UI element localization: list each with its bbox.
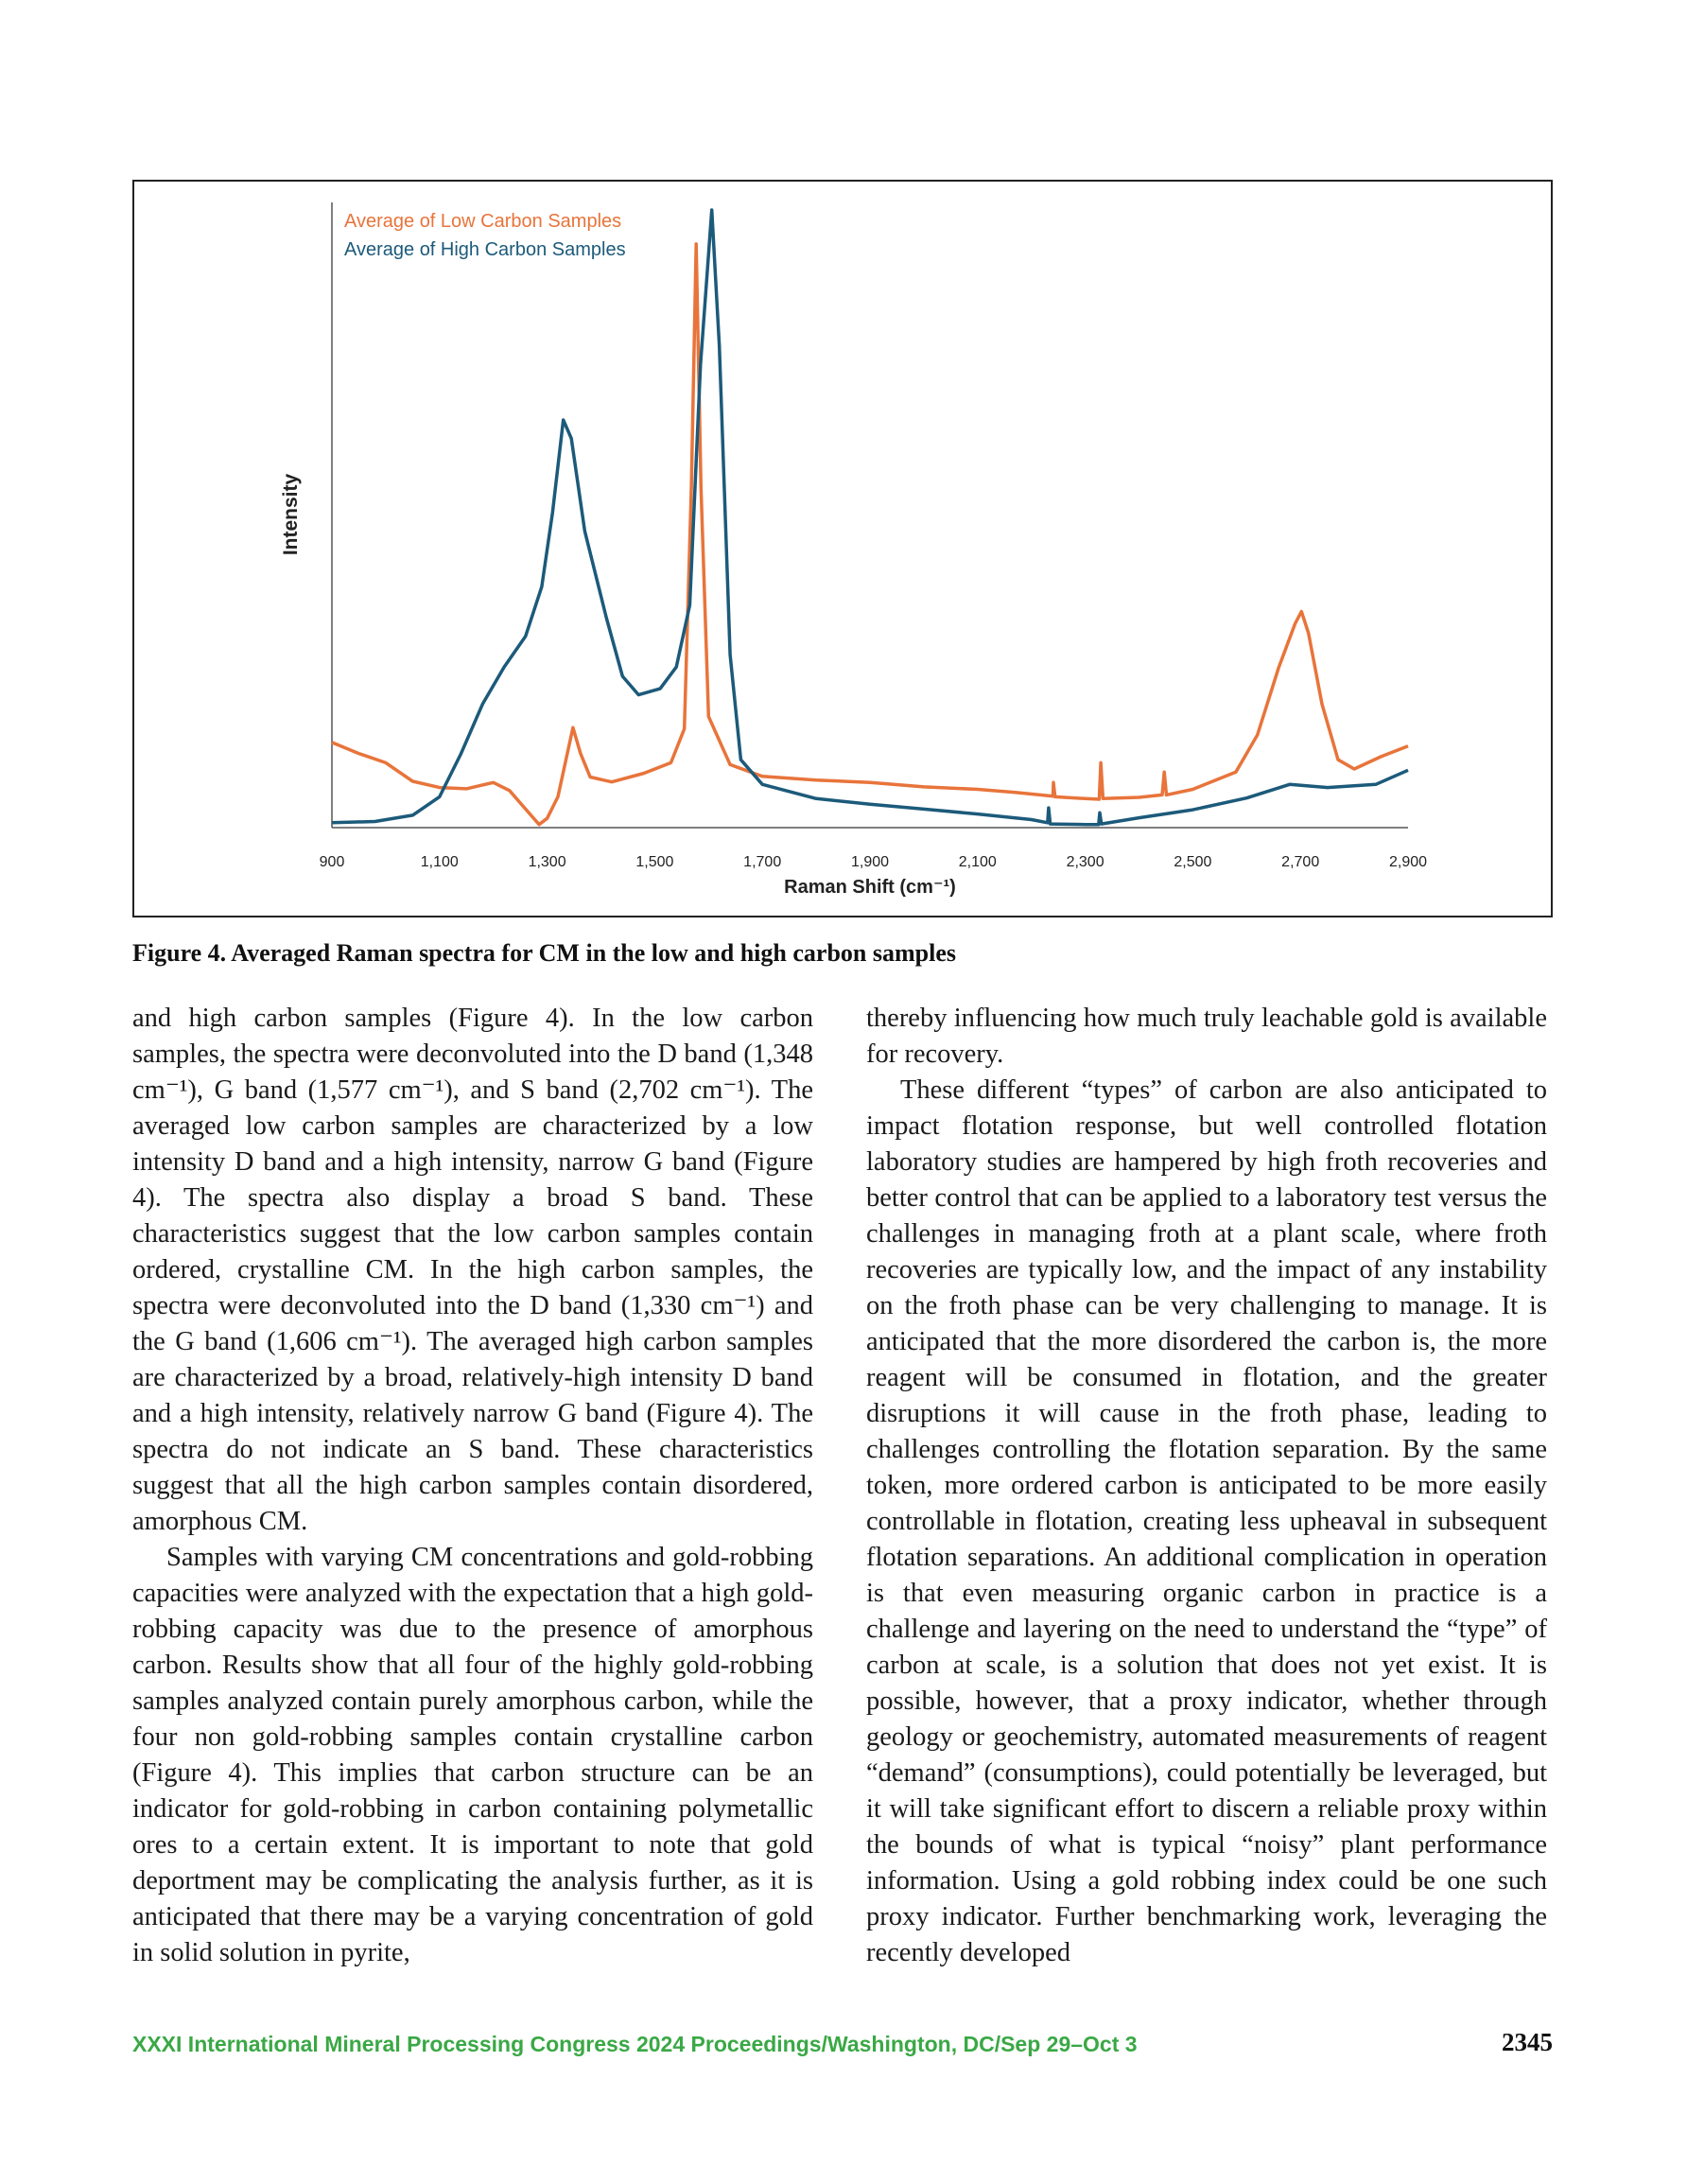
conference-footer: XXXI International Mineral Processing Congress 2024 Proceedings/Washington, DC/Sep 29–Oct 3: [132, 2032, 1138, 2056]
high-carbon-series-line: [332, 210, 1408, 825]
legend-entry: Average of Low Carbon Samples: [344, 211, 622, 232]
raman-spectra-chart: [134, 182, 1551, 916]
x-tick-label: 2,300: [1066, 854, 1104, 870]
x-tick-label: 2,900: [1388, 854, 1428, 870]
legend: [344, 211, 626, 260]
x-tick-label: 1,300: [528, 854, 566, 870]
x-ticks: [320, 854, 1427, 870]
left-column: [132, 1001, 813, 1971]
x-tick-label: 1,100: [420, 854, 459, 870]
figure-caption: Figure 4. Averaged Raman spectra for CM in the low and high carbon samples: [132, 939, 956, 967]
y-axis-label: Intensity: [280, 473, 302, 556]
page-number: 2345: [1502, 2028, 1553, 2056]
x-tick-label: 1,900: [850, 854, 890, 870]
x-axis-label: Raman Shift (cm⁻¹): [784, 877, 956, 898]
x-tick-label: 1,700: [743, 854, 782, 870]
paragraph: and high carbon samples (Figure 4). In the low carbon samples, the spectra were deconvoluted into the D band (1,348 cm⁻¹), G band (1,577 cm⁻¹), and S band (2,702 cm⁻¹). The averaged low carbon samples are characterized by a low intensity D band and a high intensity, narrow G band (Figure 4). The spectra also display a broad S band. These characteristics suggest that the low carbon samples contain ordered, crystalline CM. In the high carbon samples, the spectra were deconvoluted into the D band (1,330 cm⁻¹) and the G band (1,606 cm⁻¹). The averaged high carbon samples are characterized by a broad, relatively-high intensity D band and a high intensity, relatively narrow G band (Figure 4). The spectra do not indicate an S band. These characteristics suggest that all the high carbon samples contain disordered, amorphous CM.: [132, 1004, 813, 1536]
x-tick-label: 2,100: [958, 854, 997, 870]
series-lines: [332, 210, 1408, 825]
x-tick-label: 2,700: [1281, 854, 1320, 870]
figure-4: [132, 180, 1553, 917]
right-column: [866, 1001, 1547, 1971]
paragraph: Samples with varying CM concentrations and gold-robbing capacities were analyzed with the expectation that a high gold-robbing capacity was due to the presence of amorphous carbon. Results show that all four of the highly gold-robbing samples analyzed contain purely amorphous carbon, while the four non gold-robbing samples contain crystalline carbon (Figure 4). This implies that carbon structure can be an indicator for gold-robbing in carbon containing polymetallic ores to a certain extent. It is important to note that gold deportment may be complicating the analysis further, as it is anticipated that there may be a varying concentration of gold in solid solution in pyrite,: [132, 1543, 813, 1967]
x-tick-label: 900: [319, 854, 345, 870]
legend-entry: Average of High Carbon Samples: [344, 239, 626, 260]
x-tick-label: 2,500: [1174, 854, 1212, 870]
x-tick-label: 1,500: [635, 854, 674, 870]
paragraph: thereby influencing how much truly leachable gold is available for recovery.: [866, 1004, 1547, 1069]
paragraph: These different “types” of carbon are also anticipated to impact flotation response, but well controlled flotation laboratory studies are hampered by high froth recoveries and better control that can be applied to a laboratory test versus the challenges in managing froth at a plant scale, where froth recoveries are typically low, and the impact of any instability on the froth phase can be very challenging to manage. It is anticipated that the more disordered the carbon is, the more reagent will be consumed in flotation, and the greater disruptions it will cause in the froth phase, leading to challenges controlling the flotation separation. By the same token, more ordered carbon is anticipated to be more easily controllable in flotation, creating less upheaval in subsequent flotation separations. An additional complication in operation is that even measuring organic carbon in practice is a challenge and layering on the need to understand the “type” of carbon at scale, is a solution that does not yet exist. It is possible, however, that a proxy indicator, whether through geology or geochemistry, automated measurements of reagent “demand” (consumptions), could potentially be leveraged, but it will take significant effort to discern a reliable proxy within the bounds of what is typical “noisy” plant performance information. Using a gold robbing index could be one such proxy indicator. Further benchmarking work, leveraging the recently developed: [866, 1075, 1547, 1967]
low-carbon-series-line: [332, 244, 1408, 825]
